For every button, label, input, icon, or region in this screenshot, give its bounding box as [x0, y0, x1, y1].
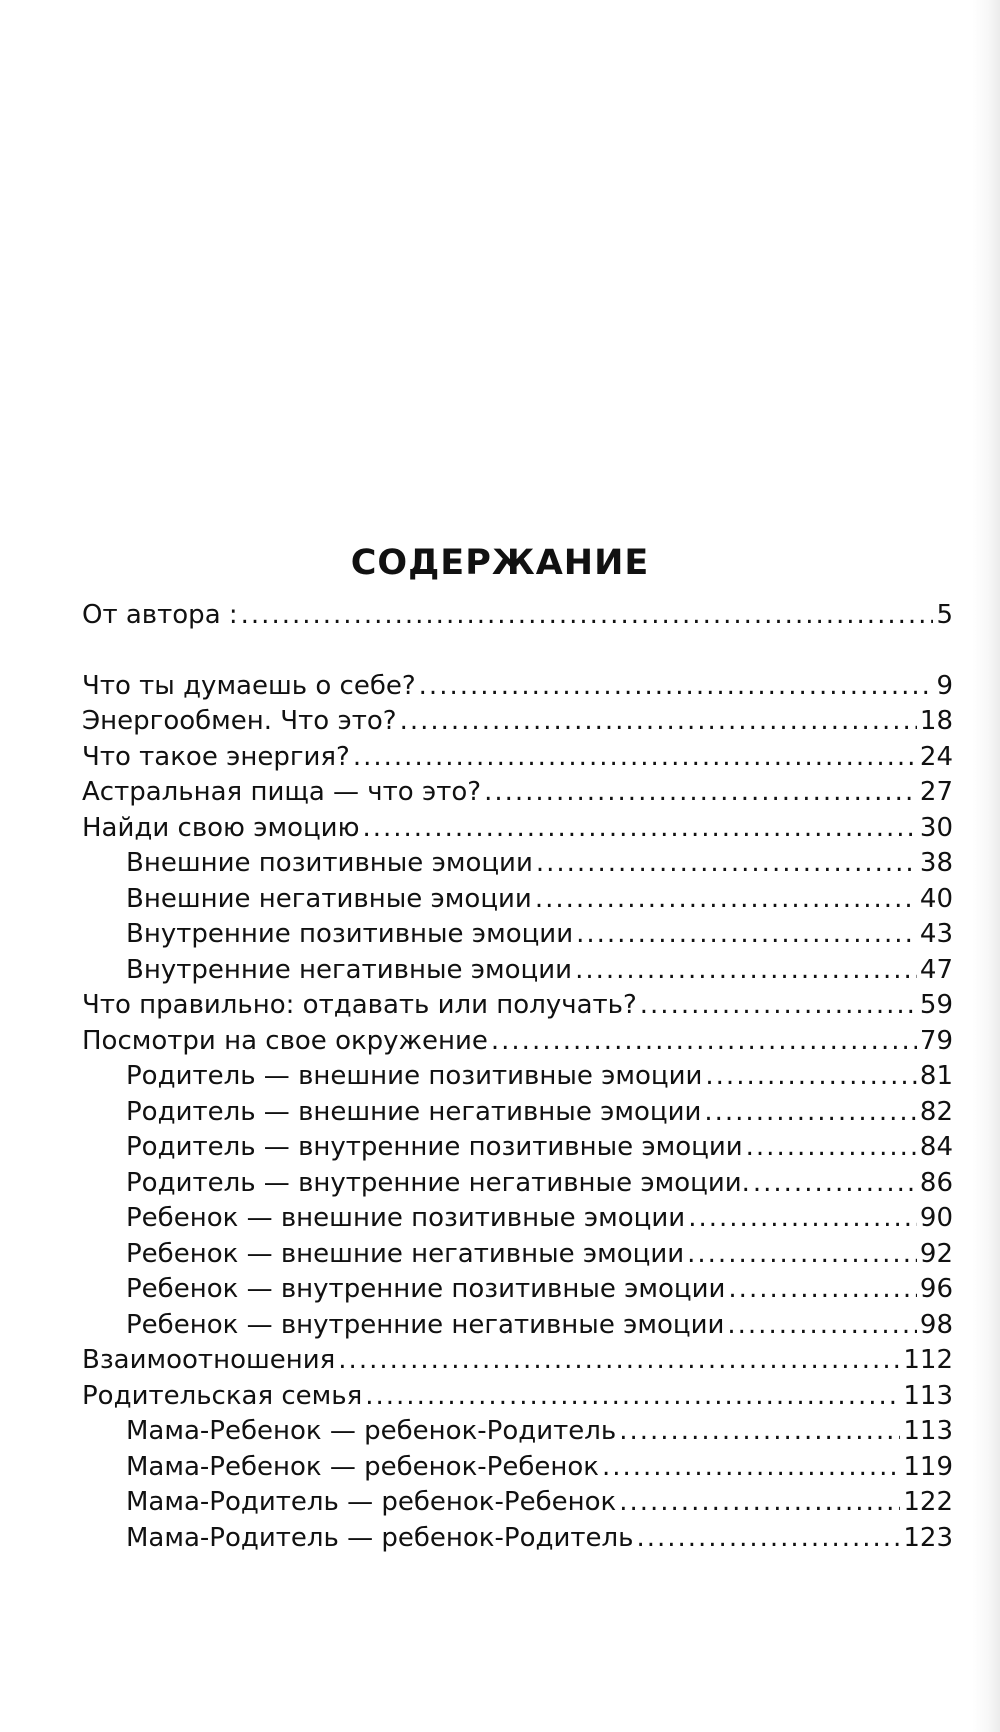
dot-leader	[705, 1059, 917, 1095]
dot-leader	[535, 882, 917, 918]
toc-entry-label: Ребенок — внутренние позитивные эмоции	[126, 1274, 726, 1304]
toc-entry-label: Родитель — внутренние позитивные эмоции	[126, 1132, 743, 1162]
toc-entry	[82, 1343, 953, 1379]
toc-entry-label: Энергообмен. Что это?	[82, 706, 397, 736]
dot-leader	[365, 1379, 900, 1415]
toc-entry-label: Что такое энергия?	[82, 741, 350, 772]
toc-subentry	[82, 1095, 953, 1131]
toc-subentry	[82, 1272, 953, 1308]
toc-page-number: 59	[919, 990, 953, 1020]
toc-subentry	[82, 1414, 953, 1450]
toc-page-number: 86	[919, 1167, 953, 1198]
dot-leader	[619, 1414, 900, 1450]
toc-page-number: 81	[919, 1061, 953, 1091]
toc-subentry	[82, 1166, 953, 1202]
toc-entry-label: Родительская семья	[82, 1380, 363, 1411]
toc-entry	[82, 811, 953, 847]
toc-page-number: 38	[919, 848, 953, 878]
toc-page-number: 30	[919, 812, 953, 843]
toc-entry-label: Родитель — внешние негативные эмоции	[126, 1096, 702, 1127]
toc-subentry	[82, 1130, 953, 1166]
dot-leader	[753, 1166, 917, 1202]
toc-page-number: 113	[903, 1380, 953, 1411]
page-title: СОДЕРЖАНИЕ	[350, 543, 650, 584]
toc-subentry	[82, 1201, 953, 1237]
toc-page-number: 24	[919, 741, 953, 772]
toc-entry-label: Родитель — внутренние негативные эмоции.	[126, 1167, 750, 1198]
toc-entry-label: Посмотри на свое окружение	[82, 1025, 488, 1056]
toc-subentry	[82, 953, 953, 989]
dot-leader	[688, 1201, 917, 1237]
toc-page-number: 98	[919, 1309, 953, 1340]
toc-page-number: 119	[903, 1451, 953, 1482]
dot-leader	[353, 740, 917, 776]
toc-entry-label: Ребенок — внутренние негативные эмоции	[126, 1309, 725, 1340]
dot-leader	[602, 1450, 900, 1486]
toc-page-number: 113	[903, 1416, 953, 1446]
dot-leader	[338, 1343, 900, 1379]
dot-leader	[484, 775, 917, 811]
dot-leader	[491, 1024, 917, 1060]
toc-subentry	[82, 1308, 953, 1344]
toc-entry-label: Ребенок — внешние негативные эмоции	[126, 1238, 685, 1269]
toc-entry-label: Внутренние позитивные эмоции	[126, 919, 574, 949]
dot-leader	[576, 917, 917, 953]
toc-page-number: 96	[919, 1274, 953, 1304]
dot-leader	[536, 846, 917, 882]
toc-entry-label: Родитель — внешние позитивные эмоции	[126, 1061, 703, 1091]
toc-entry-label: Взаимоотношения	[82, 1345, 336, 1375]
dot-leader	[362, 811, 916, 847]
toc-entry-label: Внутренние негативные эмоции	[126, 954, 573, 985]
toc-entry-label: Внешние негативные эмоции	[126, 883, 532, 914]
toc-entry-label: Мама-Ребенок — ребенок-Ребенок	[126, 1451, 599, 1482]
dot-leader	[704, 1095, 917, 1131]
dot-leader	[419, 669, 934, 705]
toc-subentry	[82, 846, 953, 882]
toc-entry	[82, 704, 953, 740]
toc-entry-label: Мама-Ребенок — ребенок-Родитель	[126, 1416, 617, 1446]
dot-leader	[241, 598, 934, 634]
dot-leader	[636, 1521, 900, 1557]
toc-entry	[82, 669, 953, 705]
toc-page-number: 27	[919, 777, 953, 807]
toc-page-number: 90	[919, 1203, 953, 1233]
toc-entry-label: От автора :	[82, 600, 238, 630]
toc-subentry	[82, 1450, 953, 1486]
toc-page-number: 84	[919, 1132, 953, 1162]
table-of-contents	[82, 598, 953, 1556]
toc-entry-label: Мама-Родитель — ребенок-Ребенок	[126, 1487, 617, 1517]
dot-leader	[619, 1485, 900, 1521]
toc-entry-label: Найди свою эмоцию	[82, 812, 360, 843]
toc-entry	[82, 1379, 953, 1415]
dot-leader	[640, 988, 917, 1024]
toc-entry-label: Что правильно: отдавать или получать?	[82, 990, 637, 1020]
toc-subentry	[82, 1485, 953, 1521]
toc-subentry	[82, 917, 953, 953]
toc-page-number: 18	[919, 706, 953, 736]
dot-leader	[575, 953, 917, 989]
toc-entry-label: Астральная пища — что это?	[82, 777, 482, 807]
toc-subentry	[82, 1237, 953, 1273]
toc-page-number: 5	[936, 600, 953, 630]
toc-entry	[82, 598, 953, 634]
toc-page-number: 47	[919, 954, 953, 985]
toc-entry-label: Что ты думаешь о себе?	[82, 670, 416, 701]
toc-entry	[82, 775, 953, 811]
dot-leader	[727, 1308, 917, 1344]
dot-leader	[746, 1130, 917, 1166]
toc-subentry	[82, 1521, 953, 1557]
toc-subentry	[82, 882, 953, 918]
toc-page-number: 9	[936, 670, 953, 701]
toc-page-number: 40	[919, 883, 953, 914]
toc-page-number: 122	[903, 1487, 953, 1517]
toc-entry	[82, 988, 953, 1024]
dot-leader	[687, 1237, 917, 1273]
toc-page-number: 123	[903, 1522, 953, 1553]
dot-leader	[728, 1272, 916, 1308]
toc-page-number: 79	[919, 1025, 953, 1056]
toc-page-number: 82	[919, 1096, 953, 1127]
toc-entry-label: Внешние позитивные эмоции	[126, 848, 533, 878]
page-edge-shadow	[972, 0, 1000, 1732]
toc-page-number: 92	[919, 1238, 953, 1269]
toc-page-number: 43	[919, 919, 953, 949]
toc-page-number: 112	[903, 1345, 953, 1375]
toc-entry-label: Мама-Родитель — ребенок-Родитель	[126, 1522, 634, 1553]
dot-leader	[400, 704, 917, 740]
toc-subentry	[82, 1059, 953, 1095]
toc-entry-label: Ребенок — внешние позитивные эмоции	[126, 1203, 686, 1233]
toc-entry	[82, 1024, 953, 1060]
toc-entry	[82, 740, 953, 776]
